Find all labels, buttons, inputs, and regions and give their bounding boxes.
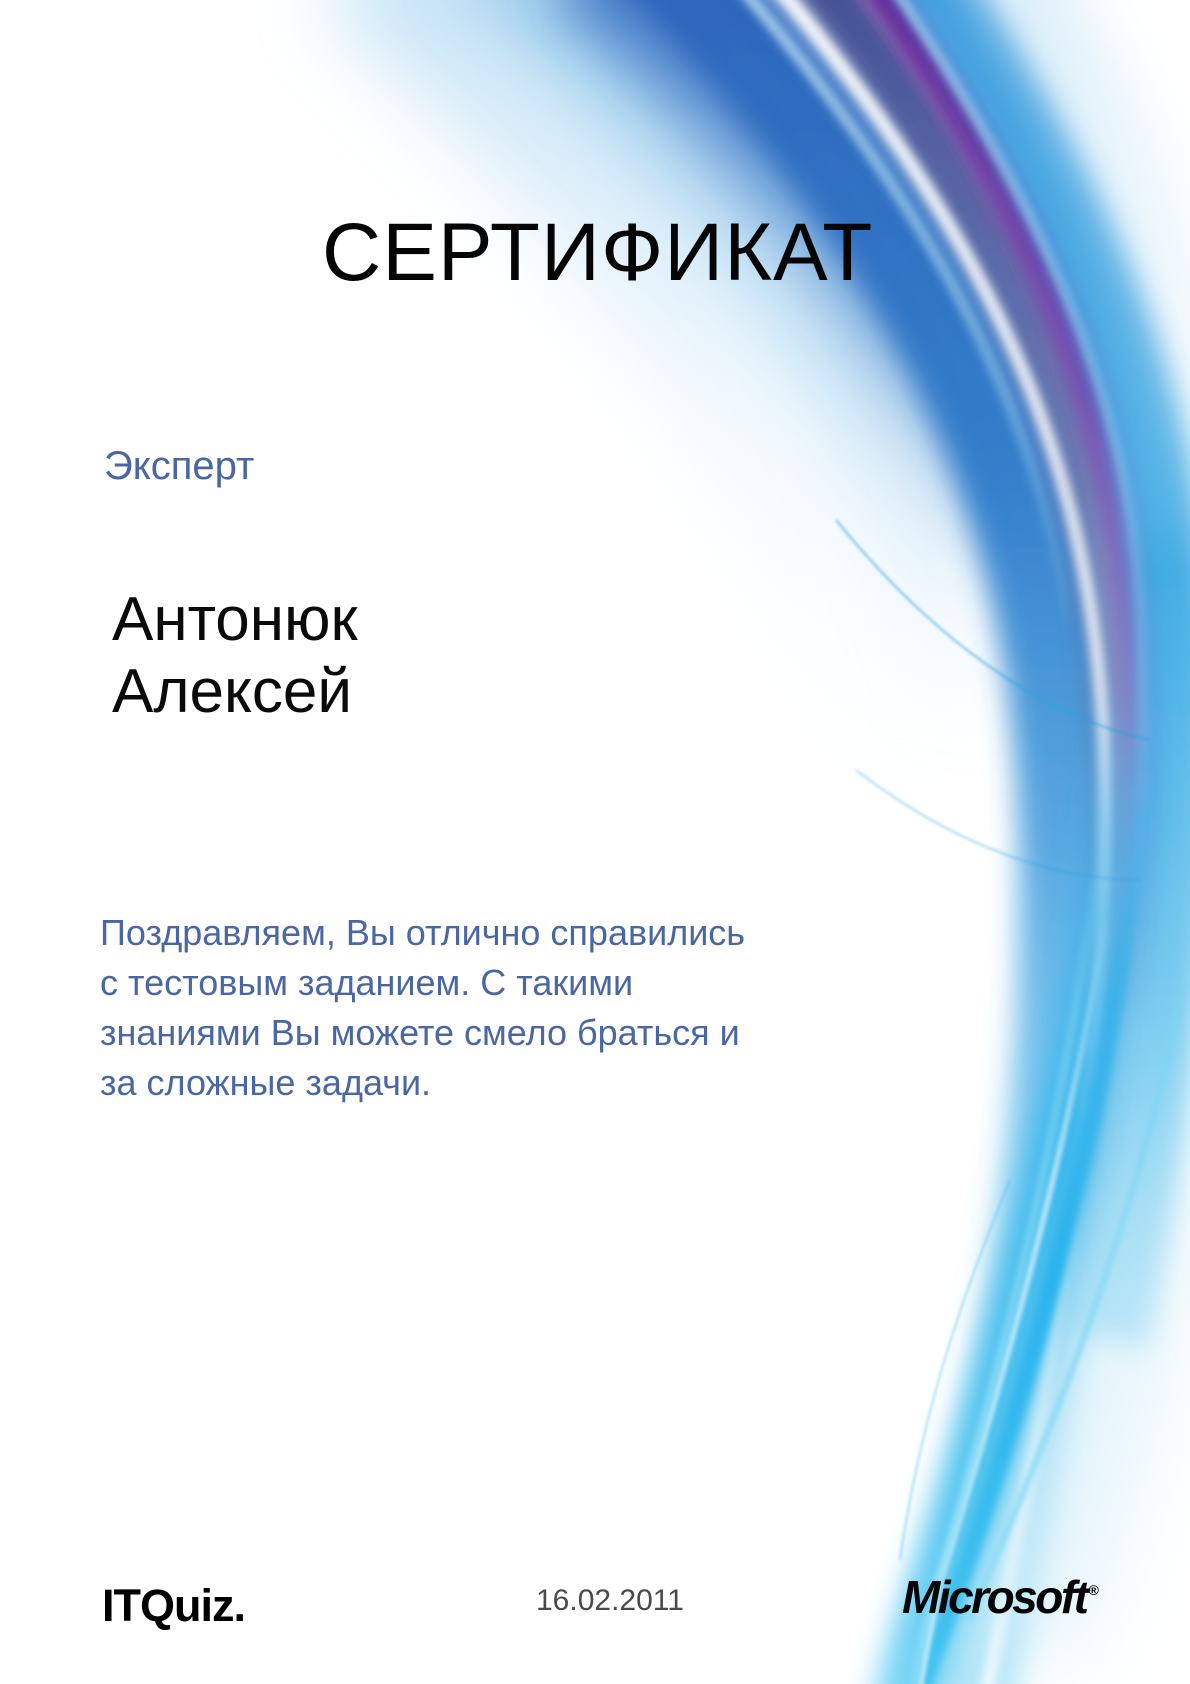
message-line: Поздравляем, Вы отлично справились bbox=[100, 912, 746, 953]
congratulation-message bbox=[100, 908, 745, 1108]
recipient-first-name: Алексей bbox=[112, 657, 352, 726]
registered-trademark-icon: ® bbox=[1088, 1582, 1099, 1598]
recipient-last-name: Антонюк bbox=[112, 585, 358, 654]
microsoft-logo bbox=[902, 1570, 1099, 1624]
microsoft-logo-text: Microsoft bbox=[902, 1571, 1087, 1623]
recipient-name bbox=[112, 584, 358, 728]
issuer-logo: ITQuiz. bbox=[102, 1580, 245, 1631]
role-label: Эксперт bbox=[104, 444, 255, 488]
message-line: с тестовым заданием. С такими bbox=[100, 962, 634, 1003]
message-line: знаниями Вы можете смело браться и bbox=[100, 1012, 740, 1053]
message-line: за сложные задачи. bbox=[100, 1062, 432, 1103]
issue-date: 16.02.2011 bbox=[536, 1584, 684, 1617]
certificate-title: СЕРТИФИКАТ bbox=[322, 207, 874, 298]
